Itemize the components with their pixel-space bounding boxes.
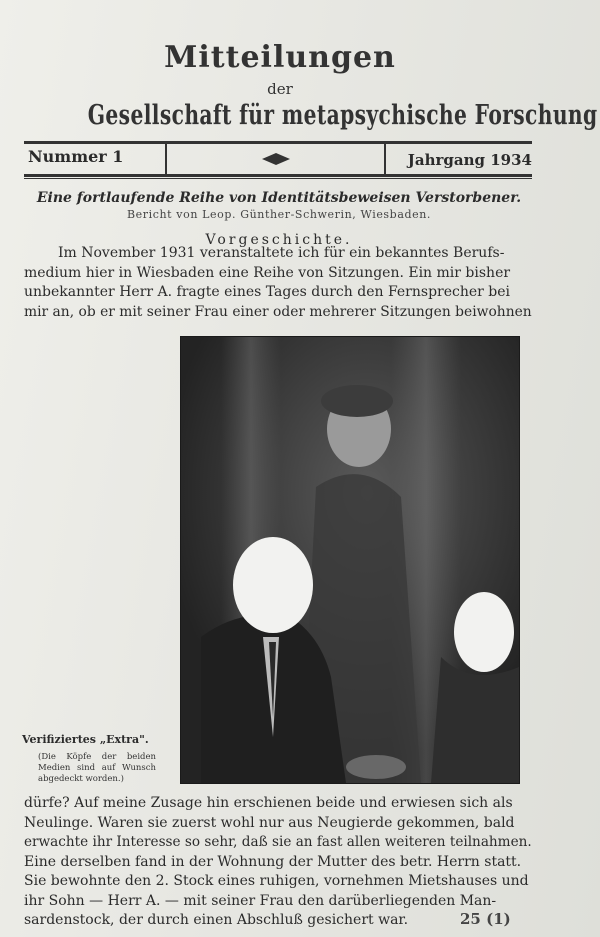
masthead-bottom-rule: [24, 174, 532, 177]
journal-title: Mitteilungen: [164, 40, 396, 75]
text-line: ihr Sohn — Herr A. — mit seiner Frau den darüberliegenden Man-: [24, 892, 497, 909]
text-line: Sie bewohnte den 2. Stock eines ruhigen, vornehmen Mietshauses und: [24, 873, 529, 889]
issue-number: Nummer 1: [28, 147, 124, 166]
text-line: sardenstock, der durch einen Abschluß gesichert war.: [24, 912, 409, 928]
society-name: Gesellschaft für metapsychische Forschung: [87, 100, 598, 131]
text-line: medium hier in Wiesbaden eine Reihe von Sitzungen. Ein mir bisher: [24, 264, 511, 281]
text-line: mir an, ob er mit seiner Frau einer oder mehrerer Sitzungen beiwohnen: [24, 303, 532, 320]
article-title: Eine fortlaufende Reihe von Identitätsbeweisen Verstorbener.: [36, 190, 522, 206]
masthead-divider-right: [384, 144, 386, 174]
article-byline: Bericht von Leop. Günther-Schwerin, Wiesbaden.: [126, 208, 432, 221]
text-line: unbekannter Herr A. fragte eines Tages durch den Fernsprecher bei: [24, 284, 511, 300]
volume-year: Jahrgang 1934: [407, 151, 532, 169]
paragraph-intro: [24, 244, 532, 322]
seance-photograph: [180, 336, 520, 784]
journal-title-der: der: [267, 80, 293, 98]
section-heading: Vorgeschichte.: [205, 232, 353, 248]
masthead-bottom-rule-thin: [24, 178, 532, 179]
masthead-divider-left: [165, 144, 167, 174]
photograph-image: [181, 337, 519, 783]
text-line: dürfe? Auf meine Zusage hin erschienen beide und erwiesen sich als: [24, 795, 513, 811]
text-line: Eine derselben fand in der Wohnung der Mutter des betr. Herrn statt.: [24, 853, 522, 870]
figure-caption-text: (Die Köpfe der beiden Medien sind auf Wunsch abgedeckt worden.): [38, 752, 156, 784]
text-line: Im November 1931 veranstaltete ich für ein bekanntes Berufs-: [58, 245, 505, 261]
page-number: 25 (1): [460, 910, 511, 928]
figure-caption-title: Verifiziertes „Extra".: [22, 733, 149, 746]
paragraph-continued: [24, 794, 532, 931]
text-line: erwachte ihr Interesse so sehr, daß sie an fast allen weiteren teilnahmen.: [24, 834, 532, 850]
ornament-diamond-icon: [262, 153, 290, 165]
text-line: Neulinge. Waren sie zuerst wohl nur aus Neugierde gekommen, bald: [24, 814, 515, 831]
masthead-top-rule: [24, 141, 532, 144]
